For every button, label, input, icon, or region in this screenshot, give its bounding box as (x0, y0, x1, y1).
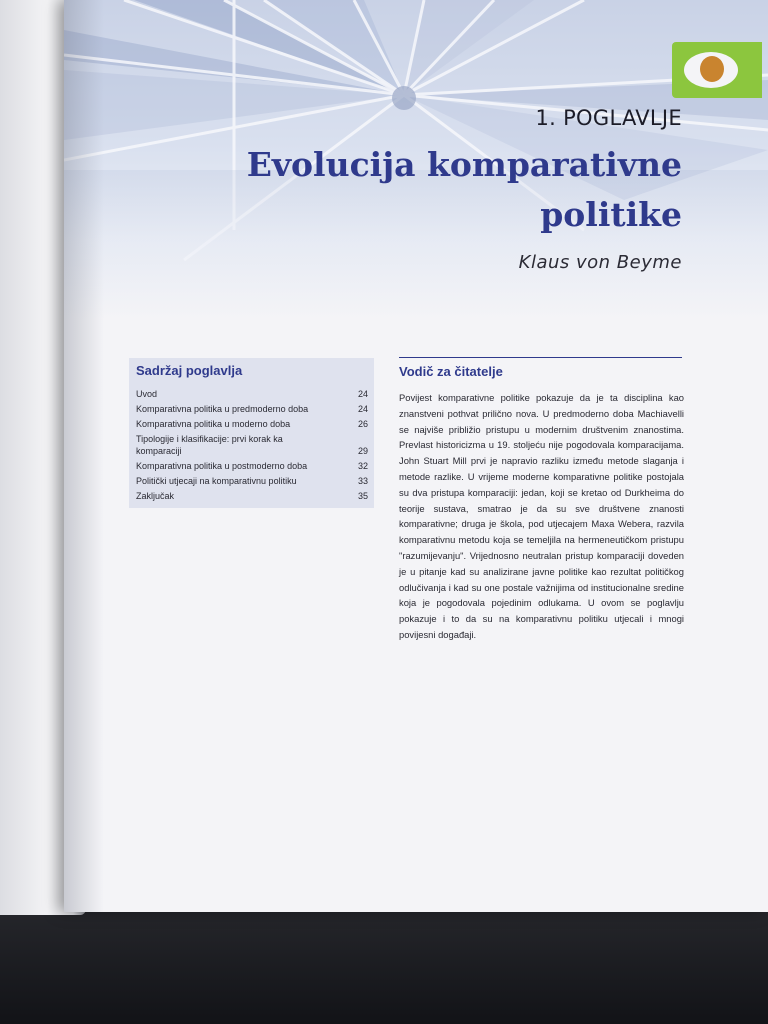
list-item (136, 460, 368, 472)
contents-item-label: Politički utjecaji na komparativnu politiku (136, 476, 297, 486)
contents-item-page: 24 (357, 404, 368, 414)
contents-title: Sadržaj poglavlja (136, 363, 243, 378)
contents-item-label: Uvod (136, 389, 158, 399)
contents-item-page: 33 (357, 476, 368, 486)
page-gutter-shadow (64, 0, 104, 912)
guide-title: Vodič za čitatelje (399, 364, 503, 379)
contents-item-page: 29 (357, 446, 368, 456)
chapter-number: 1. POGLAVLJE (535, 106, 682, 130)
contents-item-label: Komparativna politika u postmoderno doba (136, 461, 308, 471)
tab-dot-icon (700, 56, 724, 82)
list-item (136, 403, 368, 415)
contents-item-page: 26 (357, 419, 368, 429)
list-item (136, 433, 368, 457)
contents-item-label: Tipologije i klasifikacije: prvi korak ka komparaciji (136, 434, 283, 456)
guide-paragraph: Povijest komparativne politike pokazuje da je ta disciplina kao znanstveni pothvat prilično nova. U predmoderno doba Machiavelli se najviše približio pristupu u modernim društvenim znanostima. Prevlast historicizma u 19. stoljeću nije pogodovala komparacijama. John Stuart Mill prvi je napravio razliku između metode slaganja i metode razlike. U vrijeme moderne komparativne politike postojala su dva pristupa komparaciji: jedan, koji se kretao od Durkheima do teorije sustava, smatrao je da su sve društvene znanosti komparativne; druga je škola, pod utjecajem Maxa Webera, razvila komparativnu metodu koja se temeljila na hermeneutičkom pristupu "razumijevanju". Vrijednosno neutralan pristup komparaciji doveden je u pitanje kad su analizirane javne politike kao rezultat političkog odlučivanja i kad su one postale važnijima od institucionalne sredine koja je pogodovala pojedinim odlukama. U ovom se poglavlju pokazuje i to da su na komparativnu politiku utjecali i mnogi povijesni događaji. (399, 392, 684, 640)
list-item (136, 475, 368, 487)
book-page (64, 0, 768, 912)
contents-box (129, 358, 374, 508)
chapter-tab (672, 42, 762, 98)
contents-item-page: 32 (357, 461, 368, 471)
list-item (136, 388, 368, 400)
contents-item-page: 35 (357, 491, 368, 501)
chapter-title: Evolucija komparativne politike (246, 145, 682, 234)
contents-item-label: Zaključak (136, 491, 175, 501)
guide-divider (399, 357, 682, 358)
list-item (136, 418, 368, 430)
contents-item-label: Komparativna politika u moderno doba (136, 419, 291, 429)
contents-item-label: Komparativna politika u predmoderno doba (136, 404, 309, 414)
chapter-author: Klaus von Beyme (518, 252, 682, 273)
list-item (136, 490, 368, 502)
contents-list (136, 388, 368, 505)
contents-item-page: 24 (357, 389, 368, 399)
